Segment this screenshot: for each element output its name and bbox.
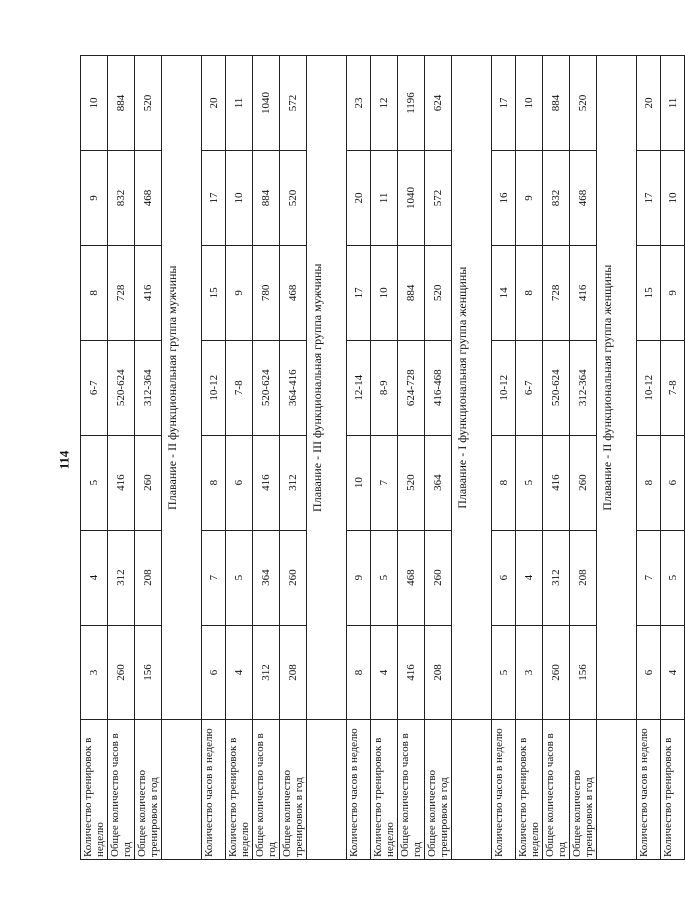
row-label: Общее количество часов в год: [543, 720, 570, 860]
table-cell: 520: [398, 435, 425, 530]
table-row: [81, 56, 108, 860]
table-cell: 832: [108, 150, 135, 245]
table-body: [81, 56, 685, 860]
table-cell: 156: [570, 625, 597, 720]
table-cell: 572: [425, 150, 452, 245]
table-cell: 884: [398, 245, 425, 340]
table-cell: 208: [570, 530, 597, 625]
table-cell: 5: [661, 530, 685, 625]
table-cell: 884: [108, 56, 135, 151]
group-title: Плавание - I функциональная группа женщины: [452, 56, 492, 720]
group-header-row: [452, 56, 492, 860]
table-cell: 11: [661, 56, 685, 151]
table-cell: 9: [661, 245, 685, 340]
table-cell: 5: [226, 530, 253, 625]
table-cell: 7: [371, 435, 398, 530]
table-cell: 5: [516, 435, 543, 530]
table-cell: 10: [226, 150, 253, 245]
table-cell: 11: [226, 56, 253, 151]
table-cell: 17: [492, 56, 516, 151]
table-cell: 4: [516, 530, 543, 625]
table-row: [637, 56, 661, 860]
table-cell: 6-7: [81, 340, 108, 435]
table-cell: 8: [347, 625, 371, 720]
row-label: Общее количество тренировок в год: [135, 720, 162, 860]
table-cell: 9: [516, 150, 543, 245]
table-cell: 5: [492, 625, 516, 720]
table-row: [226, 56, 253, 860]
table-cell: 1040: [253, 56, 280, 151]
table-row: [253, 56, 280, 860]
table-cell: 4: [81, 530, 108, 625]
table-cell: 364: [425, 435, 452, 530]
table-cell: 624-728: [398, 340, 425, 435]
table-cell: 8: [202, 435, 226, 530]
table-cell: 5: [371, 530, 398, 625]
table-row: [661, 56, 685, 860]
table-cell: 17: [202, 150, 226, 245]
table-cell: 572: [280, 56, 307, 151]
table-cell: 10: [661, 150, 685, 245]
table-cell: 416: [135, 245, 162, 340]
rotated-table-wrapper: [80, 55, 679, 860]
table-cell: 23: [347, 56, 371, 151]
table-cell: 16: [492, 150, 516, 245]
table-row: [371, 56, 398, 860]
table-row: [543, 56, 570, 860]
table-row: [108, 56, 135, 860]
table-row: [347, 56, 371, 860]
table-cell: 7: [637, 530, 661, 625]
row-label: Количество часов в неделю: [347, 720, 371, 860]
row-label: Количество часов в неделю: [492, 720, 516, 860]
table-row: [570, 56, 597, 860]
table-cell: 1196: [398, 56, 425, 151]
row-label: Количество тренировок в неделю: [226, 720, 253, 860]
table-cell: 12-14: [347, 340, 371, 435]
table-cell: 416: [570, 245, 597, 340]
page-number: 114: [55, 450, 71, 470]
table-cell: 4: [226, 625, 253, 720]
table-cell: 520: [280, 150, 307, 245]
row-label: Количество часов в неделю: [637, 720, 661, 860]
table-row: [280, 56, 307, 860]
table-cell: 208: [280, 625, 307, 720]
table-cell: 3: [81, 625, 108, 720]
table-cell: 416-468: [425, 340, 452, 435]
table-cell: 9: [81, 150, 108, 245]
table-cell: 20: [202, 56, 226, 151]
table-cell: 15: [202, 245, 226, 340]
table-cell: 10-12: [202, 340, 226, 435]
group-title: Плавание - III функциональная группа мужчины: [307, 56, 347, 720]
table-cell: 10-12: [637, 340, 661, 435]
table-cell: 520-624: [543, 340, 570, 435]
table-cell: 6: [492, 530, 516, 625]
table-cell: 7-8: [661, 340, 685, 435]
table-cell: 260: [280, 530, 307, 625]
table-cell: 832: [543, 150, 570, 245]
table-cell: 6: [637, 625, 661, 720]
row-label: Общее количество тренировок в год: [570, 720, 597, 860]
table-cell: 5: [81, 435, 108, 530]
table-cell: 520: [135, 56, 162, 151]
table-cell: 520: [425, 245, 452, 340]
table-cell: 8: [492, 435, 516, 530]
table-cell: 312: [253, 625, 280, 720]
table-cell: 416: [543, 435, 570, 530]
table-cell: 20: [637, 56, 661, 151]
table-cell: 208: [135, 530, 162, 625]
table-cell: 10: [347, 435, 371, 530]
table-cell: 10: [81, 56, 108, 151]
table-cell: 416: [253, 435, 280, 530]
group-header-row: [597, 56, 637, 860]
table-cell: 6: [202, 625, 226, 720]
row-label: Общее количество тренировок в год: [425, 720, 452, 860]
table-cell: 20: [347, 150, 371, 245]
table-cell: 260: [570, 435, 597, 530]
group-header-row: [307, 56, 347, 860]
table-cell: 208: [425, 625, 452, 720]
table-cell: 260: [135, 435, 162, 530]
table-cell: 7-8: [226, 340, 253, 435]
row-label: Количество часов в неделю: [202, 720, 226, 860]
group-label-spacer: [307, 720, 347, 860]
table-cell: 364: [253, 530, 280, 625]
table-cell: 11: [371, 150, 398, 245]
table-cell: 9: [347, 530, 371, 625]
table-cell: 17: [347, 245, 371, 340]
row-label: Общее количество тренировок в год: [280, 720, 307, 860]
table-row: [425, 56, 452, 860]
table-cell: 520: [570, 56, 597, 151]
table-cell: 312-364: [570, 340, 597, 435]
table-cell: 156: [135, 625, 162, 720]
row-label: Общее количество часов в год: [108, 720, 135, 860]
table-cell: 7: [202, 530, 226, 625]
table-cell: 728: [543, 245, 570, 340]
table-cell: 780: [253, 245, 280, 340]
row-label: Общее количество часов в год: [398, 720, 425, 860]
table-cell: 364-416: [280, 340, 307, 435]
rotated-table-frame: [80, 55, 679, 860]
table-cell: 14: [492, 245, 516, 340]
row-label: Количество тренировок в неделю: [81, 720, 108, 860]
table-cell: 260: [425, 530, 452, 625]
table-cell: 10-12: [492, 340, 516, 435]
group-header-row: [162, 56, 202, 860]
table-row: [516, 56, 543, 860]
group-label-spacer: [597, 720, 637, 860]
table-cell: 4: [661, 625, 685, 720]
row-label: Количество тренировок в: [661, 720, 685, 860]
table-row: [492, 56, 516, 860]
group-title: Плавание - II функциональная группа женщины: [597, 56, 637, 720]
table-cell: 624: [425, 56, 452, 151]
group-label-spacer: [162, 720, 202, 860]
table-cell: 10: [516, 56, 543, 151]
table-cell: 312: [280, 435, 307, 530]
table-cell: 416: [398, 625, 425, 720]
table-cell: 520-624: [108, 340, 135, 435]
table-cell: 8: [637, 435, 661, 530]
table-cell: 260: [543, 625, 570, 720]
training-load-table: [80, 55, 685, 860]
table-cell: 260: [108, 625, 135, 720]
table-cell: 6: [226, 435, 253, 530]
row-label: Количество тренировок в неделю: [516, 720, 543, 860]
table-row: [202, 56, 226, 860]
table-cell: 468: [135, 150, 162, 245]
table-cell: 4: [371, 625, 398, 720]
table-cell: 312-364: [135, 340, 162, 435]
table-cell: 884: [543, 56, 570, 151]
table-cell: 520-624: [253, 340, 280, 435]
table-cell: 12: [371, 56, 398, 151]
table-cell: 9: [226, 245, 253, 340]
table-cell: 8: [81, 245, 108, 340]
table-cell: 3: [516, 625, 543, 720]
group-title: Плавание - II функциональная группа мужчины: [162, 56, 202, 720]
table-cell: 884: [253, 150, 280, 245]
table-cell: 468: [570, 150, 597, 245]
table-row: [398, 56, 425, 860]
table-cell: 15: [637, 245, 661, 340]
table-cell: 312: [108, 530, 135, 625]
table-row: [135, 56, 162, 860]
table-cell: 10: [371, 245, 398, 340]
table-cell: 728: [108, 245, 135, 340]
table-cell: 1040: [398, 150, 425, 245]
table-cell: 6: [661, 435, 685, 530]
table-cell: 6-7: [516, 340, 543, 435]
row-label: Общее количество часов в год: [253, 720, 280, 860]
table-cell: 8: [516, 245, 543, 340]
table-cell: 468: [280, 245, 307, 340]
table-cell: 312: [543, 530, 570, 625]
group-label-spacer: [452, 720, 492, 860]
table-cell: 468: [398, 530, 425, 625]
table-cell: 17: [637, 150, 661, 245]
table-cell: 8-9: [371, 340, 398, 435]
row-label: Количество тренировок в неделю: [371, 720, 398, 860]
table-cell: 416: [108, 435, 135, 530]
